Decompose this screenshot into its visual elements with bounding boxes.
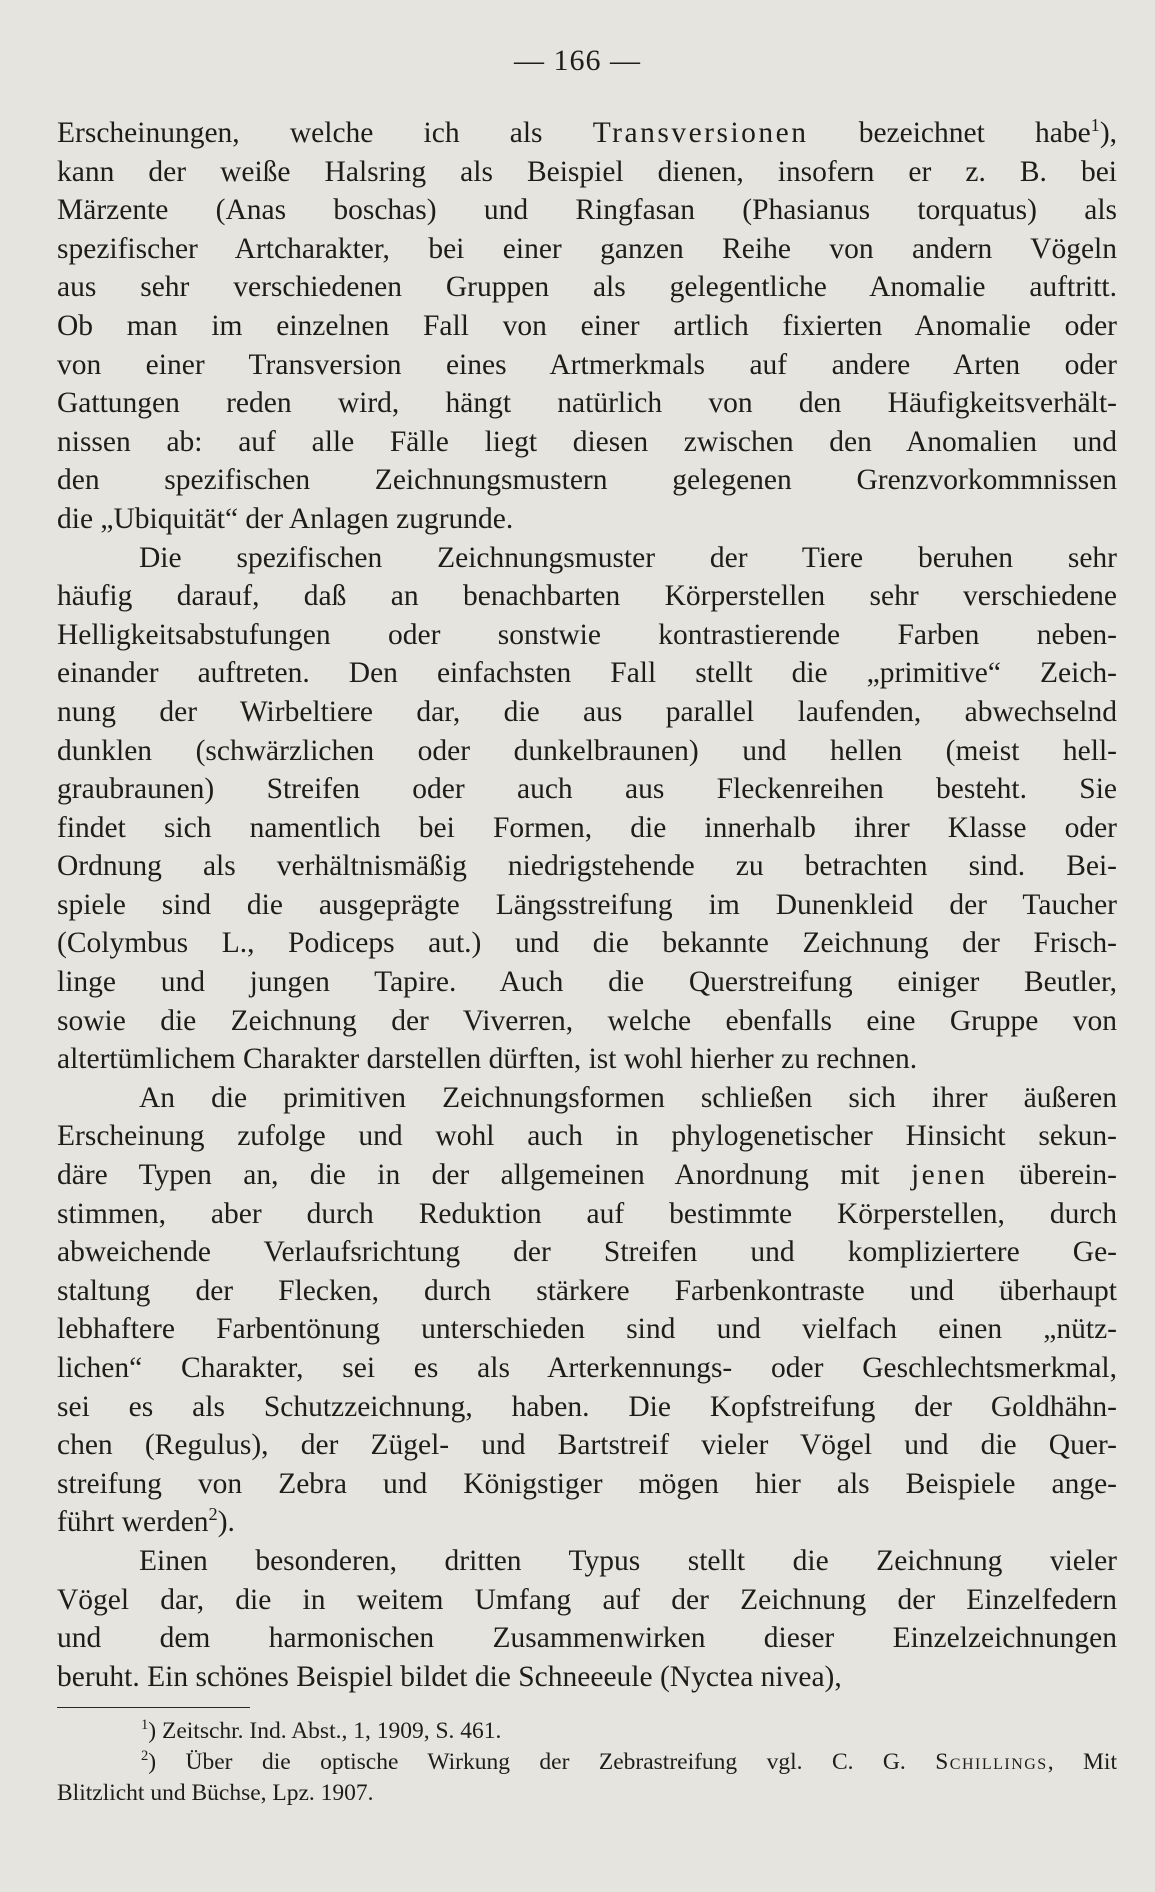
text-run: stimmen, aber durch Reduktion auf bestimmte Körperstellen, durch [57, 1197, 1117, 1230]
text-run: Blitzlicht und Büchse, Lpz. 1907. [57, 1780, 374, 1806]
text-run: die „Ubiquität“ der Anlagen zugrunde. [57, 502, 514, 535]
text-line [57, 1349, 1117, 1388]
text-line [57, 1542, 1117, 1581]
text-run: chen (Regulus), der Zügel- und Bartstreif vieler Vögel und die Quer- [57, 1429, 1117, 1462]
text-run: findet sich namentlich bei Formen, die innerhalb ihrer Klasse oder [57, 811, 1117, 844]
text-line [57, 1040, 1117, 1079]
text-run: spiele sind die ausgeprägte Längsstreifung im Dunenkleid der Taucher [57, 888, 1117, 921]
text-line [57, 809, 1117, 848]
text-run: Helligkeitsabstufungen oder sonstwie kontrastierende Farben neben- [57, 618, 1117, 651]
text-line [57, 346, 1117, 385]
text-run: Erscheinungen, welche ich als [57, 117, 593, 149]
text-run: ) Zeitschr. Ind. Abst., 1, 1909, S. 461. [148, 1718, 502, 1744]
main-text [57, 114, 1117, 1696]
text-run: lebhaftere Farbentönung unterschieden sind und vielfach einen „nütz- [57, 1313, 1117, 1346]
paragraph [57, 539, 1117, 1079]
text-run: Vögel dar, die in weitem Umfang auf der Zeichnung der Einzelfedern [57, 1583, 1117, 1616]
text-line [57, 886, 1117, 925]
emphasized-term: jenen [910, 1159, 988, 1192]
text-line [57, 963, 1117, 1002]
footnote-marker: 1 [141, 1717, 149, 1734]
footnote-marker: 2 [141, 1748, 149, 1765]
text-run: staltung der Flecken, durch stärkere Farbenkontraste und überhaupt [57, 1274, 1117, 1307]
text-line [57, 616, 1117, 655]
text-line [57, 384, 1117, 423]
text-line [57, 1079, 1117, 1118]
footnote-marker: 1 [1090, 115, 1100, 136]
text-run: spezifischer Artcharakter, bei einer ganzen Reihe von andern Vögeln [57, 232, 1117, 265]
footnote-line [57, 1716, 1117, 1747]
text-run: überein- [987, 1159, 1118, 1192]
text-run: altertümlichem Charakter darstellen dürften, ist wohl hierher zu rechnen. [57, 1043, 918, 1076]
text-line [57, 268, 1117, 307]
text-run: und dem harmonischen Zusammenwirken dieser Einzelzeichnungen [57, 1622, 1117, 1655]
text-line [57, 1581, 1117, 1620]
text-line [57, 153, 1117, 192]
text-line [57, 770, 1117, 809]
text-line [57, 924, 1117, 963]
footnote [57, 1716, 1117, 1747]
text-line [57, 1619, 1117, 1658]
footnotes [57, 1716, 1117, 1809]
text-run: kann der weiße Halsring als Beispiel dienen, insofern er z. B. bei [57, 155, 1117, 188]
text-line [57, 1272, 1117, 1311]
page-number: — 166 — [514, 44, 641, 77]
text-run: , Mit [1047, 1749, 1117, 1775]
text-run: von einer Transversion eines Artmerkmals auf andere Arten oder [57, 348, 1117, 381]
paragraph [57, 114, 1117, 539]
text-run: aus sehr verschiedenen Gruppen als gelegentliche Anomalie auftritt. [57, 271, 1117, 304]
text-line [57, 1658, 1117, 1697]
text-line [57, 1503, 1117, 1542]
text-line [57, 1465, 1117, 1504]
text-run: bezeichnet habe [808, 117, 1091, 149]
text-run: einander auftreten. Den einfachsten Fall stellt die „primitive“ Zeich- [57, 657, 1117, 690]
text-line [57, 693, 1117, 732]
text-run: Märzente (Anas boschas) und Ringfasan (Phasianus torquatus) als [57, 194, 1117, 227]
text-run: führt werden [57, 1506, 209, 1539]
text-line [57, 461, 1117, 500]
paragraph [57, 1079, 1117, 1542]
emphasized-term: Transversionen [592, 117, 809, 149]
text-run: linge und jungen Tapire. Auch die Querstreifung einiger Beutler, [57, 966, 1117, 999]
text-line [57, 1195, 1117, 1234]
text-line [57, 1156, 1117, 1195]
text-run: abweichende Verlaufsrichtung der Streifen und kompliziertere Ge- [57, 1236, 1117, 1269]
text-run: Einen besonderen, dritten Typus stellt die Zeichnung vieler [139, 1544, 1117, 1577]
text-run: däre Typen an, die in der allgemeinen Anordnung mit [57, 1159, 911, 1192]
text-run: sei es als Schutzzeichnung, haben. Die Kopfstreifung der Goldhähn- [57, 1390, 1117, 1423]
text-line [57, 114, 1117, 153]
text-run: häufig darauf, daß an benachbarten Körperstellen sehr verschiedene [57, 580, 1117, 613]
text-run: ), [1099, 117, 1118, 149]
text-run: Erscheinung zufolge und wohl auch in phylogenetischer Hinsicht sekun- [57, 1120, 1117, 1153]
footnote-line [57, 1747, 1117, 1778]
text-line [57, 732, 1117, 771]
text-run: Ordnung als verhältnismäßig niedrigstehende zu betrachten sind. Bei- [57, 850, 1117, 883]
text-line [57, 307, 1117, 346]
text-run: den spezifischen Zeichnungsmustern gelegenen Grenzvorkommnissen [57, 464, 1117, 497]
text-run: beruht. Ein schönes Beispiel bildet die Schneeeule (Nyctea nivea), [57, 1660, 842, 1693]
text-run: ). [217, 1506, 235, 1539]
footnote-divider [57, 1707, 250, 1708]
text-line [57, 500, 1117, 539]
text-run: dunklen (schwärzlichen oder dunkelbraunen) und hellen (meist hell- [57, 734, 1117, 767]
text-run: nung der Wirbeltiere dar, die aus parallel laufenden, abwechselnd [57, 695, 1117, 728]
text-line [57, 423, 1117, 462]
text-run: An die primitiven Zeichnungsformen schließen sich ihrer äußeren [139, 1081, 1117, 1114]
text-run: Die spezifischen Zeichnungsmuster der Tiere beruhen sehr [139, 541, 1117, 574]
text-run: nissen ab: auf alle Fälle liegt diesen zwischen den Anomalien und [57, 425, 1117, 458]
text-line [57, 1388, 1117, 1427]
text-line [57, 1002, 1117, 1041]
text-run: Gattungen reden wird, hängt natürlich von den Häufigkeitsverhält- [57, 387, 1117, 420]
text-run: graubraunen) Streifen oder auch aus Fleckenreihen besteht. Sie [57, 773, 1117, 806]
text-line [57, 1426, 1117, 1465]
text-run: lichen“ Charakter, sei es als Arterkennungs- oder Geschlechtsmerkmal, [57, 1352, 1117, 1384]
text-line [57, 847, 1117, 886]
text-line [57, 1117, 1117, 1156]
text-run: streifung von Zebra und Königstiger mögen hier als Beispiele ange- [57, 1467, 1117, 1500]
text-line [57, 230, 1117, 269]
footnote-line [57, 1778, 1117, 1809]
text-run: ) Über die optische Wirkung der Zebrastreifung vgl. C. G. [148, 1749, 936, 1775]
text-run: Ob man im einzelnen Fall von einer artlich fixierten Anomalie oder [57, 309, 1117, 342]
author-name: Schillings [935, 1749, 1048, 1775]
text-run: sowie die Zeichnung der Viverren, welche ebenfalls eine Gruppe von [57, 1004, 1117, 1037]
text-run: (Colymbus L., Podiceps aut.) und die bekannte Zeichnung der Frisch- [57, 927, 1117, 960]
footnote-marker: 2 [208, 1504, 218, 1525]
text-line [57, 539, 1117, 578]
footnote [57, 1747, 1117, 1809]
text-line [57, 191, 1117, 230]
text-line [57, 1233, 1117, 1272]
paragraph [57, 1542, 1117, 1696]
text-line [57, 577, 1117, 616]
text-line [57, 1310, 1117, 1349]
text-line [57, 654, 1117, 693]
